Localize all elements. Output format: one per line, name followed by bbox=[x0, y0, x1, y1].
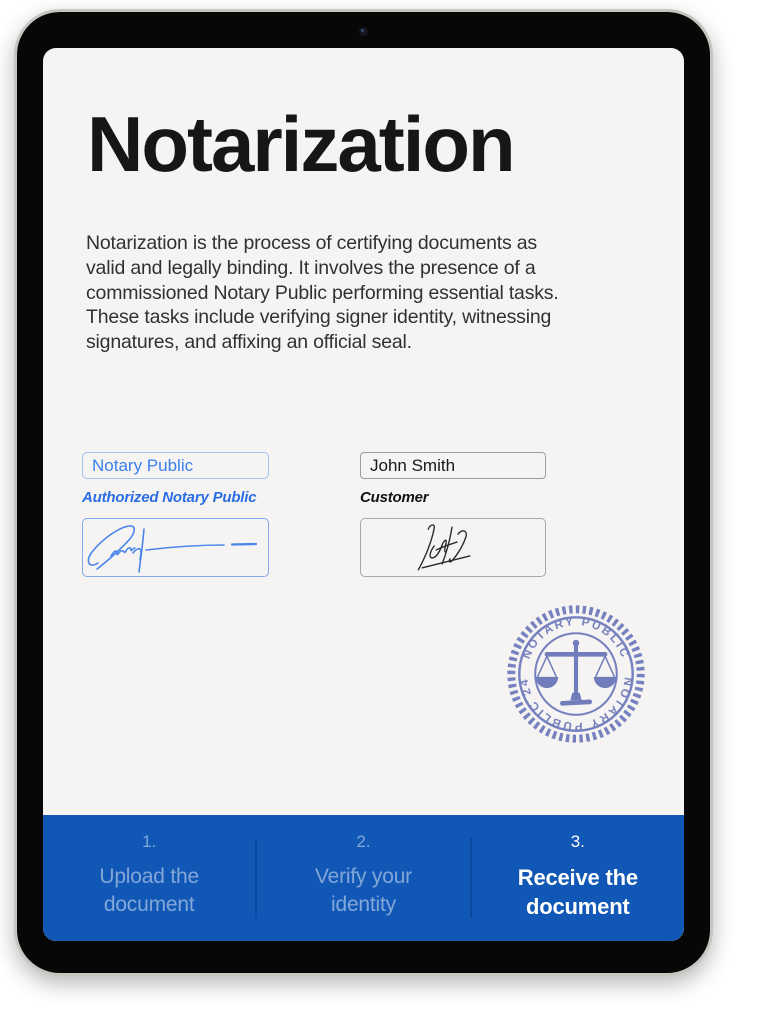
seal-icon bbox=[501, 599, 651, 749]
seal-top-text: NOTARY PUBLIC bbox=[519, 615, 633, 661]
step-label: Upload the document bbox=[99, 865, 199, 916]
page-description: Notarization is the process of certifying documents as valid and legally binding. It involves the presence of a commissioned Notary Public performing essential tasks. These tasks include verifying signer identity, witnessing signatures, and affixing an official seal. bbox=[86, 232, 559, 353]
customer-name-input[interactable] bbox=[360, 452, 546, 479]
step-label: Verify your identity bbox=[314, 865, 412, 916]
step-number: 3. bbox=[570, 832, 585, 851]
page-title: Notarization bbox=[87, 100, 514, 188]
customer-role-label: Customer bbox=[360, 489, 429, 506]
seal-bottom-text: NOTARY PUBLIC 24 bbox=[517, 676, 635, 733]
notary-role-label: Authorized Notary Public bbox=[82, 489, 257, 506]
step-number: 2. bbox=[356, 832, 371, 851]
step-receive-document[interactable] bbox=[472, 815, 684, 941]
scales-of-justice-icon bbox=[536, 640, 617, 706]
tablet-frame bbox=[14, 9, 713, 976]
customer-signature-field[interactable] bbox=[360, 518, 546, 577]
notary-signature-field[interactable] bbox=[82, 518, 269, 577]
step-label: Receive the document bbox=[517, 865, 638, 920]
notary-signature-icon bbox=[83, 519, 268, 576]
step-number: 1. bbox=[142, 832, 157, 851]
notary-name-input[interactable] bbox=[82, 452, 269, 479]
customer-signature-icon bbox=[361, 519, 545, 576]
screen bbox=[43, 48, 684, 941]
progress-steps-bar bbox=[43, 815, 684, 941]
notary-signing-block bbox=[82, 452, 269, 577]
step-verify-identity[interactable] bbox=[257, 815, 469, 941]
step-upload-document[interactable] bbox=[43, 815, 255, 941]
front-camera-icon bbox=[359, 27, 368, 36]
customer-signing-block bbox=[360, 452, 546, 577]
notary-seal-stamp bbox=[501, 599, 651, 749]
